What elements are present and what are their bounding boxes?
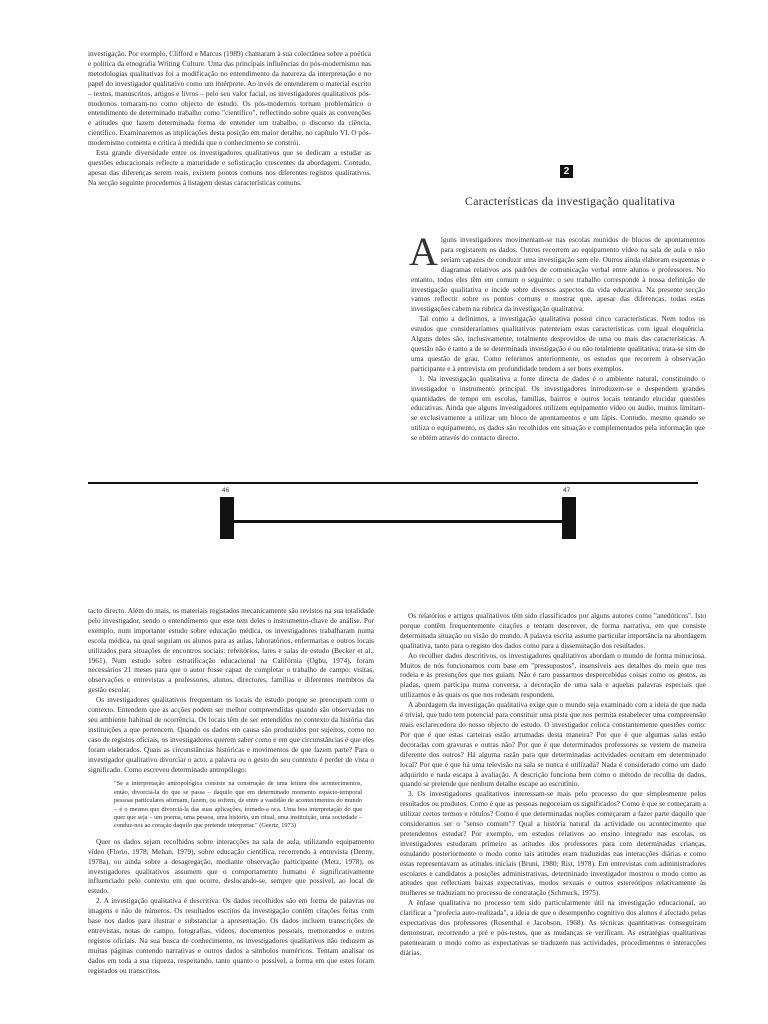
page-46-text-column	[88, 49, 371, 188]
page-bottom-rule	[88, 482, 698, 484]
first-paragraph-text: lguns investigadores movimentam-se nas escolas munidos de blocos de apontamentos para registarem os dados. Outros recorrem ao equipamento vídeo na sala de aula e não seriam capazes de conduzir uma investigação sem ele. Outros ainda elaboram esquemas e diagramas relativos aos padrões de comunicação verbal entre alunos e professores. No entanto, todos eles têm em comum o seguinte: o seu trabalho corresponde à nossa definição de investigação qualitativa e incide sobre diversos aspectos da vida educativa. Na presente secção vamos reflectir sobre os pontos comuns e mostrar que, apesar das diferenças, todas estas investigações cabem na rubrica da investigação qualitativa.	[411, 235, 705, 314]
page-47-text-column	[409, 229, 705, 443]
first-paragraph	[409, 229, 705, 314]
drop-cap: A	[409, 229, 438, 274]
page-48-text-column	[88, 606, 374, 976]
paragraph: A abordagem da investigação qualitativa exige que o mundo seja examinado com a ideia de que nada é trivial, que tudo tem potencial para constituir uma pista que nos permita estabelecer uma compreensão mais esclarecedora do nosso objecto de estudo. O investigador coloca constantemente questões como: Por que é que estas carteiras estão arrumadas desta maneira? Por que é que algumas salas estão decoradas com gravuras e outras não? Por que é que determinados professores se vestem de maneira diferente dos outros? Há alguma razão para que determinadas actividades ocorram em determinado local? Por que é que há uma televisão na sala se nunca é utilizada? Nada é considerado como um dado adquirido e nada escapa à avaliação. A descrição funciona bem como o método de recolha de dados, quando se pretende que nenhum detalhe escape ao escrutínio.	[400, 700, 706, 789]
chapter-number-badge: 2	[560, 165, 573, 178]
binding-line	[220, 520, 576, 523]
binding-bar-left	[220, 497, 234, 539]
paragraph: 1. Na investigação qualitativa a fonte directa de dados é o ambiente natural, constituindo o investigador o instrumento principal. Os investigadores introduzem-se e despendem grandes quantidades de tempo em escolas, famílias, bairros e outros locais tentando elucidar questões educativas. Ainda que alguns investigadores utilizem equipamento vídeo ou áudio, muitos limitam-se exclusivamente a utilizar um bloco de apontamentos e um lápis. Contudo, mesmo quando se utiliza o equipamento, os dados são recolhidos em situação e complementados pela informação que se obtém através do contacto directo.	[411, 373, 705, 443]
page-49-text-column	[400, 611, 706, 958]
paragraph: Os relatórios e artigos qualitativos têm sido classificados por alguns autores como "anedóticos". Isto porque contêm frequentemente citações e tentam descrever, de forma narrativa, em que consiste determinada situação ou visão do mundo. A palavra escrita assume particular importância na abordagem qualitativa, tanto para o registo dos dados como para a disseminação dos resultados.	[400, 611, 706, 650]
paragraph: A ênfase qualitativa no processo tem sido particularmente útil na investigação educacional, ao clarificar a "profecia auto-realizada", a ideia de que o desempenho cognitivo dos alunos é afectado pelas expectativas dos professores (Rosenthal e Jacobson, 1968). As técnicas quantitativas conseguiram demonstrar, recorrendo a pré e pós-testes, que as mudanças se verificam. As estratégias qualitativas patentearam o modo como as expectativas se traduzem nas actividades, procedimentos e interacções diárias.	[400, 898, 706, 957]
paragraph: Quer os dados sejam recolhidos sobre interacções na sala de aula, utilizando equipamento vídeo (Florio, 1978; Mehan, 1979), sobre educação científica, recorrendo à entrevista (Denny, 1978a), ou ainda sobre a desagregação, mediante observação participante (Metz, 1978), os investigadores qualitativos assumem que o comportamento humano é significativamente influenciado pelo contexto em que ocorre, deslocando-se, sempre que possível, ao local de estudo.	[88, 836, 374, 896]
paragraph: tacto directo. Além do mais, os materiais registados mecanicamente são revistos na sua totalidade pelo investigador, sendo o entendimento que este tem deles o instrumento-chave de análise. Por exemplo, num importante estudo sobre educação médica, os investigadores trabalharam numa escola médica, na qual seguiam os alunos para as aulas, laboratórios, enfermarias e outros locais utilizados para situações de encontros sociais: refeitórios, lares e salas de estudo (Becker et al., 1961). Num estudo sobre estratificação educacional na Califórnia (Ogbu, 1974), foram necessários 21 meses para que o autor fosse capaz de completar o trabalho de campo: visitas, observações e entrevistas a professores, alunos, directores, famílias e diferentes membros da gestão escolar.	[88, 606, 374, 695]
paragraph: 2. A investigação qualitativa é descritiva. Os dados recolhidos são em forma de palavras ou imagens e não de números. Os resultados escritos da investigação contêm citações feitas com base nos dados para ilustrar e substanciar a apresentação. Os dados incluem transcrições de entrevistas, notas de campo, fotografias, vídeos, documentos pessoais, memorandos e outros registos oficiais. Na sua busca de conhecimento, os investigadores qualitativos não reduzem as muitas páginas contendo narrativas e outros dados a símbolos numéricos. Tentam analisar os dados em toda a sua riqueza, respeitando, tanto quanto o possível, a forma em que estes foram registados ou transcritos.	[88, 896, 374, 975]
paragraph: Esta grande diversidade entre os investigadores qualitativos que se dedicam a estudar as questões educacionais reflecte a maturidade e sofisticação crescentes da abordagem. Contudo, apesar das diferenças serem reais, existem pontos comuns nos diferentes registos qualitativos. Na secção seguinte procedemos à listagem destas características comuns.	[88, 148, 371, 187]
binding-bar-right	[562, 497, 576, 539]
page-number-right: 47	[563, 487, 571, 494]
paragraph: Ao recolher dados descritivos, os investigadores qualitativos abordam o mundo de forma minuciosa. Muitos de nós funcionamos com base em "pressupostos", insensíveis aos detalhes do meio que nos rodeia e às presunções que nos guiam. Não é raro passarmos despercebidas coisas como os gestos, as piadas, quem participa numa conversa, a decoração de uma sala e aquelas palavras especiais que utilizamos e às quais os que nos rodeiam respondem.	[400, 650, 706, 700]
block-quote: "Se a interpretação antropológica consiste na construção de uma leitura dos acontecimentos, então, divorciá-la do que se passa – daquilo que em determinado momento espácio-temporal pessoas particulares afirmam, fazem, ou sofrem, de entre a vastidão de acontecimentos do mundo – é o mesmo que divorciá-la das suas aplicações, tornado-a oca. Uma boa interpretação do que quer que seja – um poema, uma pessoa, uma história, um ritual, uma instituição, uma sociedade – conduz-nos ao coração daquilo que pretende interpretar." (Geertz, 1973)	[114, 780, 362, 830]
section-title: Características da investigação qualitativa	[464, 194, 676, 208]
page-number-left: 46	[222, 487, 230, 494]
paragraph: investigação. Por exemplo, Clifford e Marcus (1989) chamaram à sua colectânea sobre a poética e política da etnografia Writing Culture. Uma das principais influências do pós-modernismo nas metodologias qualitativas foi a modificação no entendimento da natureza da interpretação e no papel do investigador qualitativo como um intérprete. Ao invés de entenderem o material escrito – textos, manuscritos, artigos e livros – pelo seu valor facial, os investigadores qualitativos pós-modernos tornaram-no como objecto de estudo. Os pós-modernos tornam problemático o entendimento de determinado trabalho como "científico", reflectindo sobre quais as convenções e atitudes que fazem determinada forma de entender um trabalho, o discurso da ciência, científico. Examinaremos as implicações desta posição em maior detalhe, no capítulo VI. O pós-modernismo comenta e critica à medida que o conhecimento se constrói.	[88, 49, 371, 148]
paragraph: 3. Os investigadores qualitativos interessam-se mais pelo processo do que simplesmente pelos resultados ou produtos. Como é que as pessoas negoceiam os significados? Como é que se começaram a utilizar certos termos e rótulos? Como é que determinadas noções começaram a fazer parte daquilo que consideramos ser o "senso comum"? Qual a história natural da actividade ou acontecimento que pretendemos estudar? Por exemplo, em estudos relativos ao ensino integrado nas escolas, os investigadores estudaram primeiro as atitudes dos professores para com determinadas crianças, estudando posteriormente o modo como tais atitudes eram traduzidas nas interacções diárias e como estas representavam as atitudes iniciais (Bruni, 1980; Rist, 1978). Em entrevistas com administradores escolares e candidatos a posições administrativas, determinado investigador mostrou o modo como as atitudes que reflectiam baixas expectativas, modos sexuais e outros estereótipos relativamente às mulheres se traduziam no processo de contratação (Schmuck, 1975).	[400, 789, 706, 898]
paragraph: Tal como a definimos, a investigação qualitativa possui cinco características. Nem todos os estudos que consideraríamos qualitativos patenteiam estas características com igual eloquência. Alguns deles são, inclusivamente, totalmente desprovidos de uma ou mais das características. A questão não é tanto a de se determinada investigação é ou não totalmente qualitativa; trata-se sim de uma questão de grau. Como referimos anteriormente, os estudos que recorrem à observação participante e à entrevista em profundidade tendem a ser bons exemplos.	[411, 314, 705, 373]
paragraph: Os investigadores qualitativos frequentam os locais de estudo porque se preocupam com o contexto. Entendem que as acções podem ser melhor compreendidas quando são observadas no seu ambiente habitual de ocorrência. Os locais têm de ser entendidos no contexto da história das instituições a que pertencem. Quando os dados em causa são produzidos por sujeitos, como no caso de registos oficiais, os investigadores querem saber como e em que circunstâncias é que eles foram elaborados. Quais as circunstâncias históricas e movimentos de que fazem parte? Para o investigador qualitativo divorciar o acto, a palavra ou o gesto do seu contexto é perder de vista o significado. Como escreveu determinado antropólogo:	[88, 695, 374, 774]
